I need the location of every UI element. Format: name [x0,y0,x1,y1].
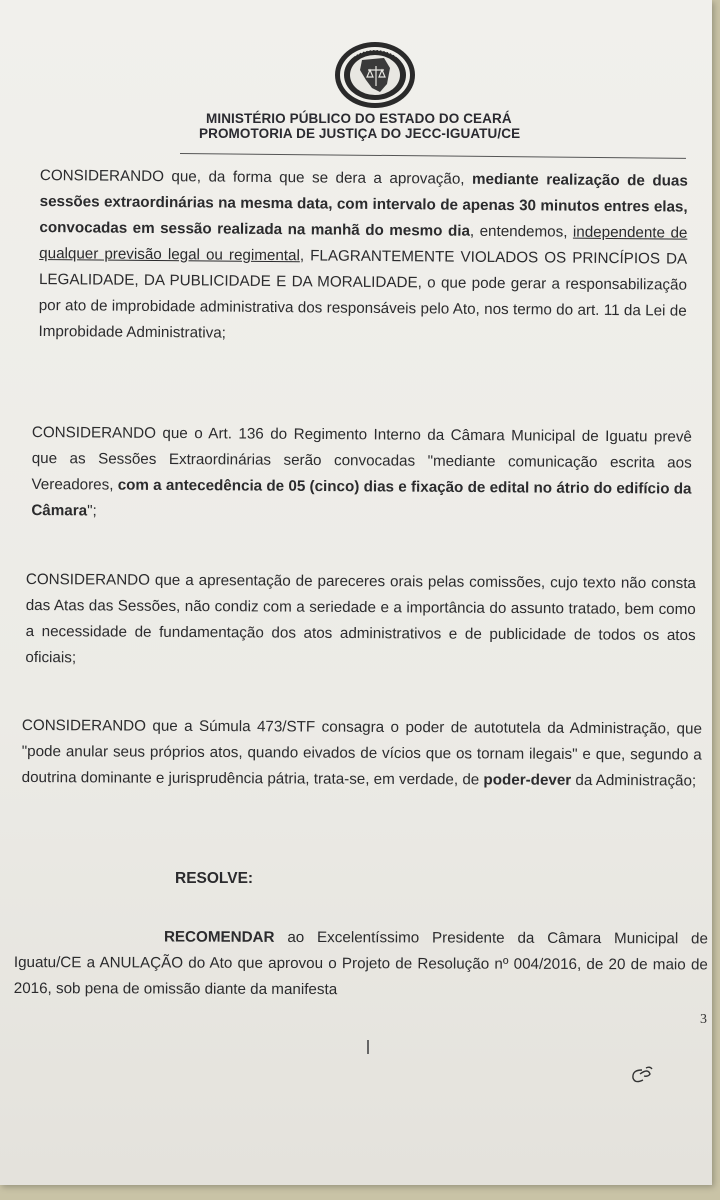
bold-text: poder-dever [483,771,572,789]
text-span: "; [87,502,97,520]
letterhead [196,111,556,141]
text-span: CONSIDERANDO que, da forma que se dera a aprovação, [39,166,473,188]
text-span: CONSIDERANDO que o Art. 136 do Regimento Interno da Câmara Municipal de Iguatu prevê que as Sessões Extraordinárias serão convocadas "mediante comunicação escrita aos Vereadores, [31,423,692,494]
page-number: 3 [700,1012,707,1027]
paragraph-recomendar [14,924,708,1004]
text-span: , o que pode gerar a responsabilização por ato de improbidade administrativa dos responsáveis pelo Ato, nos termo do art. 11 da Lei de Improbidade Administrativa; [38,274,688,342]
ministerio-publico-seal-icon [332,40,418,110]
text-span: CONSIDERANDO que a Súmula 473/STF consagra o poder de autotutela da Administração, que "pode anular seus próprios atos, quando eivados de vícios que os tornam ilegais" e que, segundo a doutrina dominante e jurisprudência pátria, trata-se, em verdade, de [21,716,702,789]
page-mark [367,1040,369,1054]
text-span: da Administração; [571,771,697,790]
text-span: , FLAGRANTEMENTE VIOLADOS OS PRINCÍPIOS DA LEGALIDADE, DA PUBLICIDADE E DA MORALIDADE [38,247,688,292]
bold-text: com a antecedência de 05 (cinco) dias e fixação de edital no átrio do edifício da Câmara [31,476,692,520]
text-span: CONSIDERANDO que a apresentação de pareceres orais pelas comissões, cujo texto não consta das Atas das Sessões, não condiz com a seriedade e a importância do assunto tratado, bem como a necessidade de fundamentação dos atos administrativos e de publicidade de todos os atos oficiais; [25,570,696,667]
paragraph-considerando-3 [25,567,696,675]
bold-text: RECOMENDAR [163,928,275,946]
letterhead-line-1: MINISTÉRIO PÚBLICO DO ESTADO DO CEARÁ [206,111,512,126]
header-divider [180,153,686,159]
indent-space [14,941,164,942]
paragraph-considerando-4 [22,713,702,795]
handwritten-initials-icon [628,1062,658,1086]
underlined-text: independente de qualquer previsão legal ou regimental [39,223,688,265]
resolve-heading: RESOLVE: [175,870,254,887]
bold-text: mediante realização de duas sessões extraordinárias na mesma data, com intervalo de apenas 30 minutos entres elas, convocadas em sessão realizada na manhã do mesmo dia [39,170,688,240]
text-span: ao Excelentíssimo Presidente da Câmara Municipal de Iguatu/CE a ANULAÇÃO do Ato que aprovou o Projeto de Resolução nº 004/2016, de 20 de maio de 2016, sob pena de omissão diante da manifesta [13,928,708,999]
text-span: , entendemos, [469,222,574,241]
letterhead-line-2: PROMOTORIA DE JUSTIÇA DO JECC-IGUATU/CE [199,126,521,141]
paragraph-considerando-2 [31,420,692,529]
paragraph-considerando-1 [38,163,688,351]
